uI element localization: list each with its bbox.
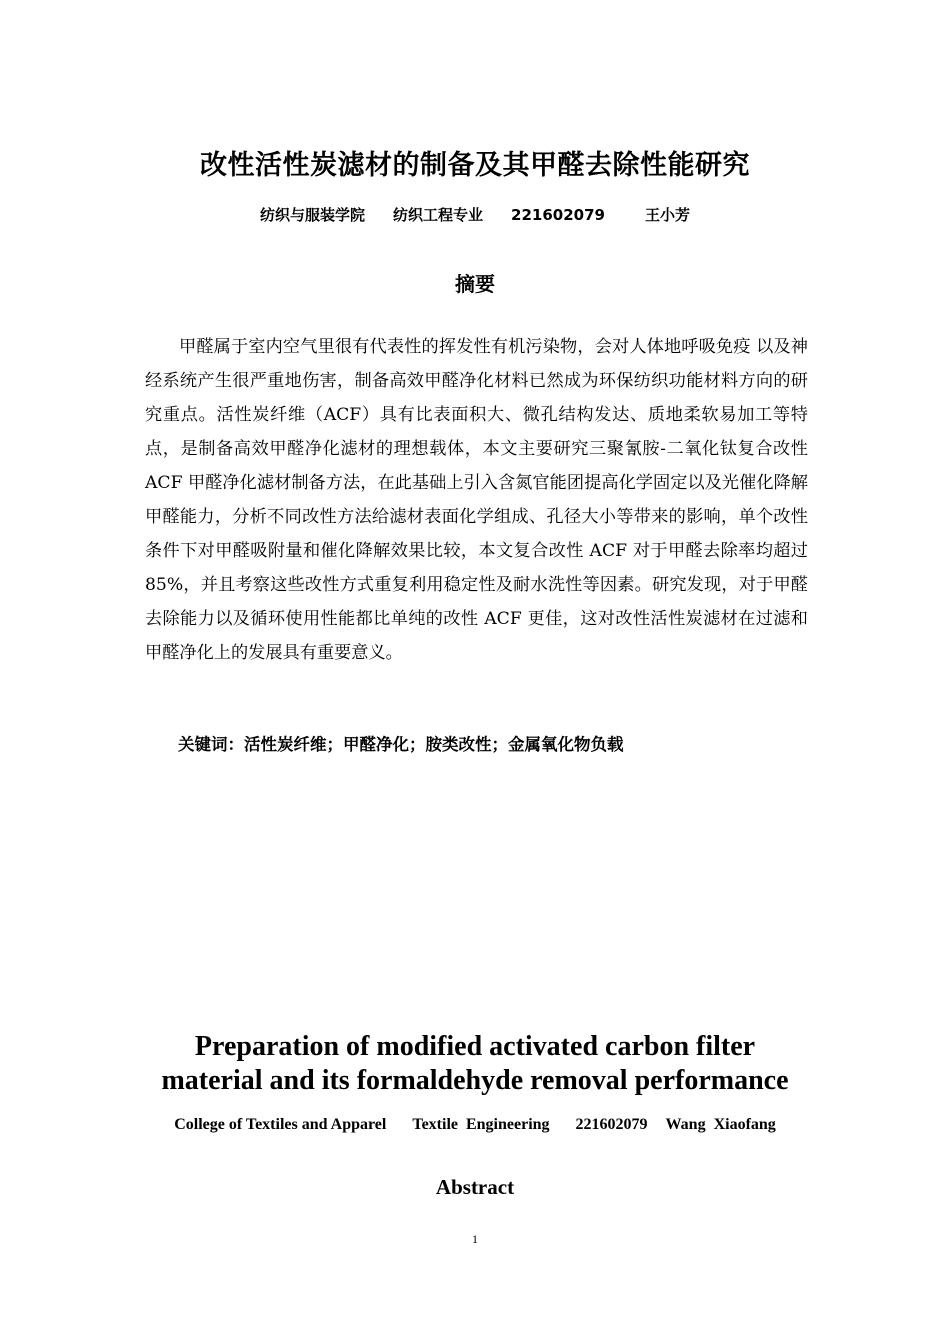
chinese-author-line — [0, 204, 950, 226]
english-title-line-1: Preparation of modified activated carbon filter — [194, 1031, 756, 1062]
chinese-student-id: 221602079 — [511, 206, 605, 224]
english-college: College of Textiles and Apparel — [174, 1116, 387, 1133]
english-student-id: 221602079 — [575, 1116, 648, 1133]
english-abstract-heading: Abstract — [435, 1175, 515, 1199]
chinese-abstract-body: 甲醛属于室内空气里很有代表性的挥发性有机污染物，会对人体地呼吸免疫 以及神经系统产生很严重地伤害，制备高效甲醛净化材料已然成为环保纺织功能材料方向的研究重点。活性炭纤维（ACF）具有比表面积大、微孔结构发达、质地柔软易加工等特点，是制备高效甲醛净化滤材的理想载体，本文主要研究三聚氰胺-二氧化钛复合改性 ACF 甲醛净化滤材制备方法，在此基础上引入含氮官能团提高化学固定以及光催化降解甲醛能力，分析不同改性方法给滤材表面化学组成、孔径大小等带来的影响，单个改性条件下对甲醛吸附量和催化降解效果比较，本文复合改性 ACF 对于甲醛去除率均超过 85%，并且考察这些改性方式重复利用稳定性及耐水洗性等因素。研究发现，对于甲醛去除能力以及循环使用性能都比单纯的改性 ACF 更佳，这对改性活性炭滤材在过滤和甲醛净化上的发展具有重要意义。 — [145, 337, 808, 663]
chinese-keywords: 关键词：活性炭纤维；甲醛净化；胺类改性；金属氧化物负载 — [178, 735, 624, 754]
chinese-author-name: 王小芳 — [644, 206, 690, 224]
english-major: Textile Engineering — [412, 1116, 550, 1133]
chinese-major: 纺织工程专业 — [393, 206, 484, 224]
english-author-name: Wang Xiaofang — [665, 1116, 776, 1133]
chinese-abstract-heading: 摘要 — [455, 272, 495, 296]
page-number: 1 — [472, 1232, 478, 1246]
english-title-line-2: material and its formaldehyde removal performance — [161, 1065, 789, 1096]
chinese-college: 纺织与服装学院 — [260, 206, 366, 224]
english-title — [0, 1030, 950, 1098]
english-author-line — [0, 1114, 950, 1136]
chinese-title: 改性活性炭滤材的制备及其甲醛去除性能研究 — [200, 150, 750, 181]
